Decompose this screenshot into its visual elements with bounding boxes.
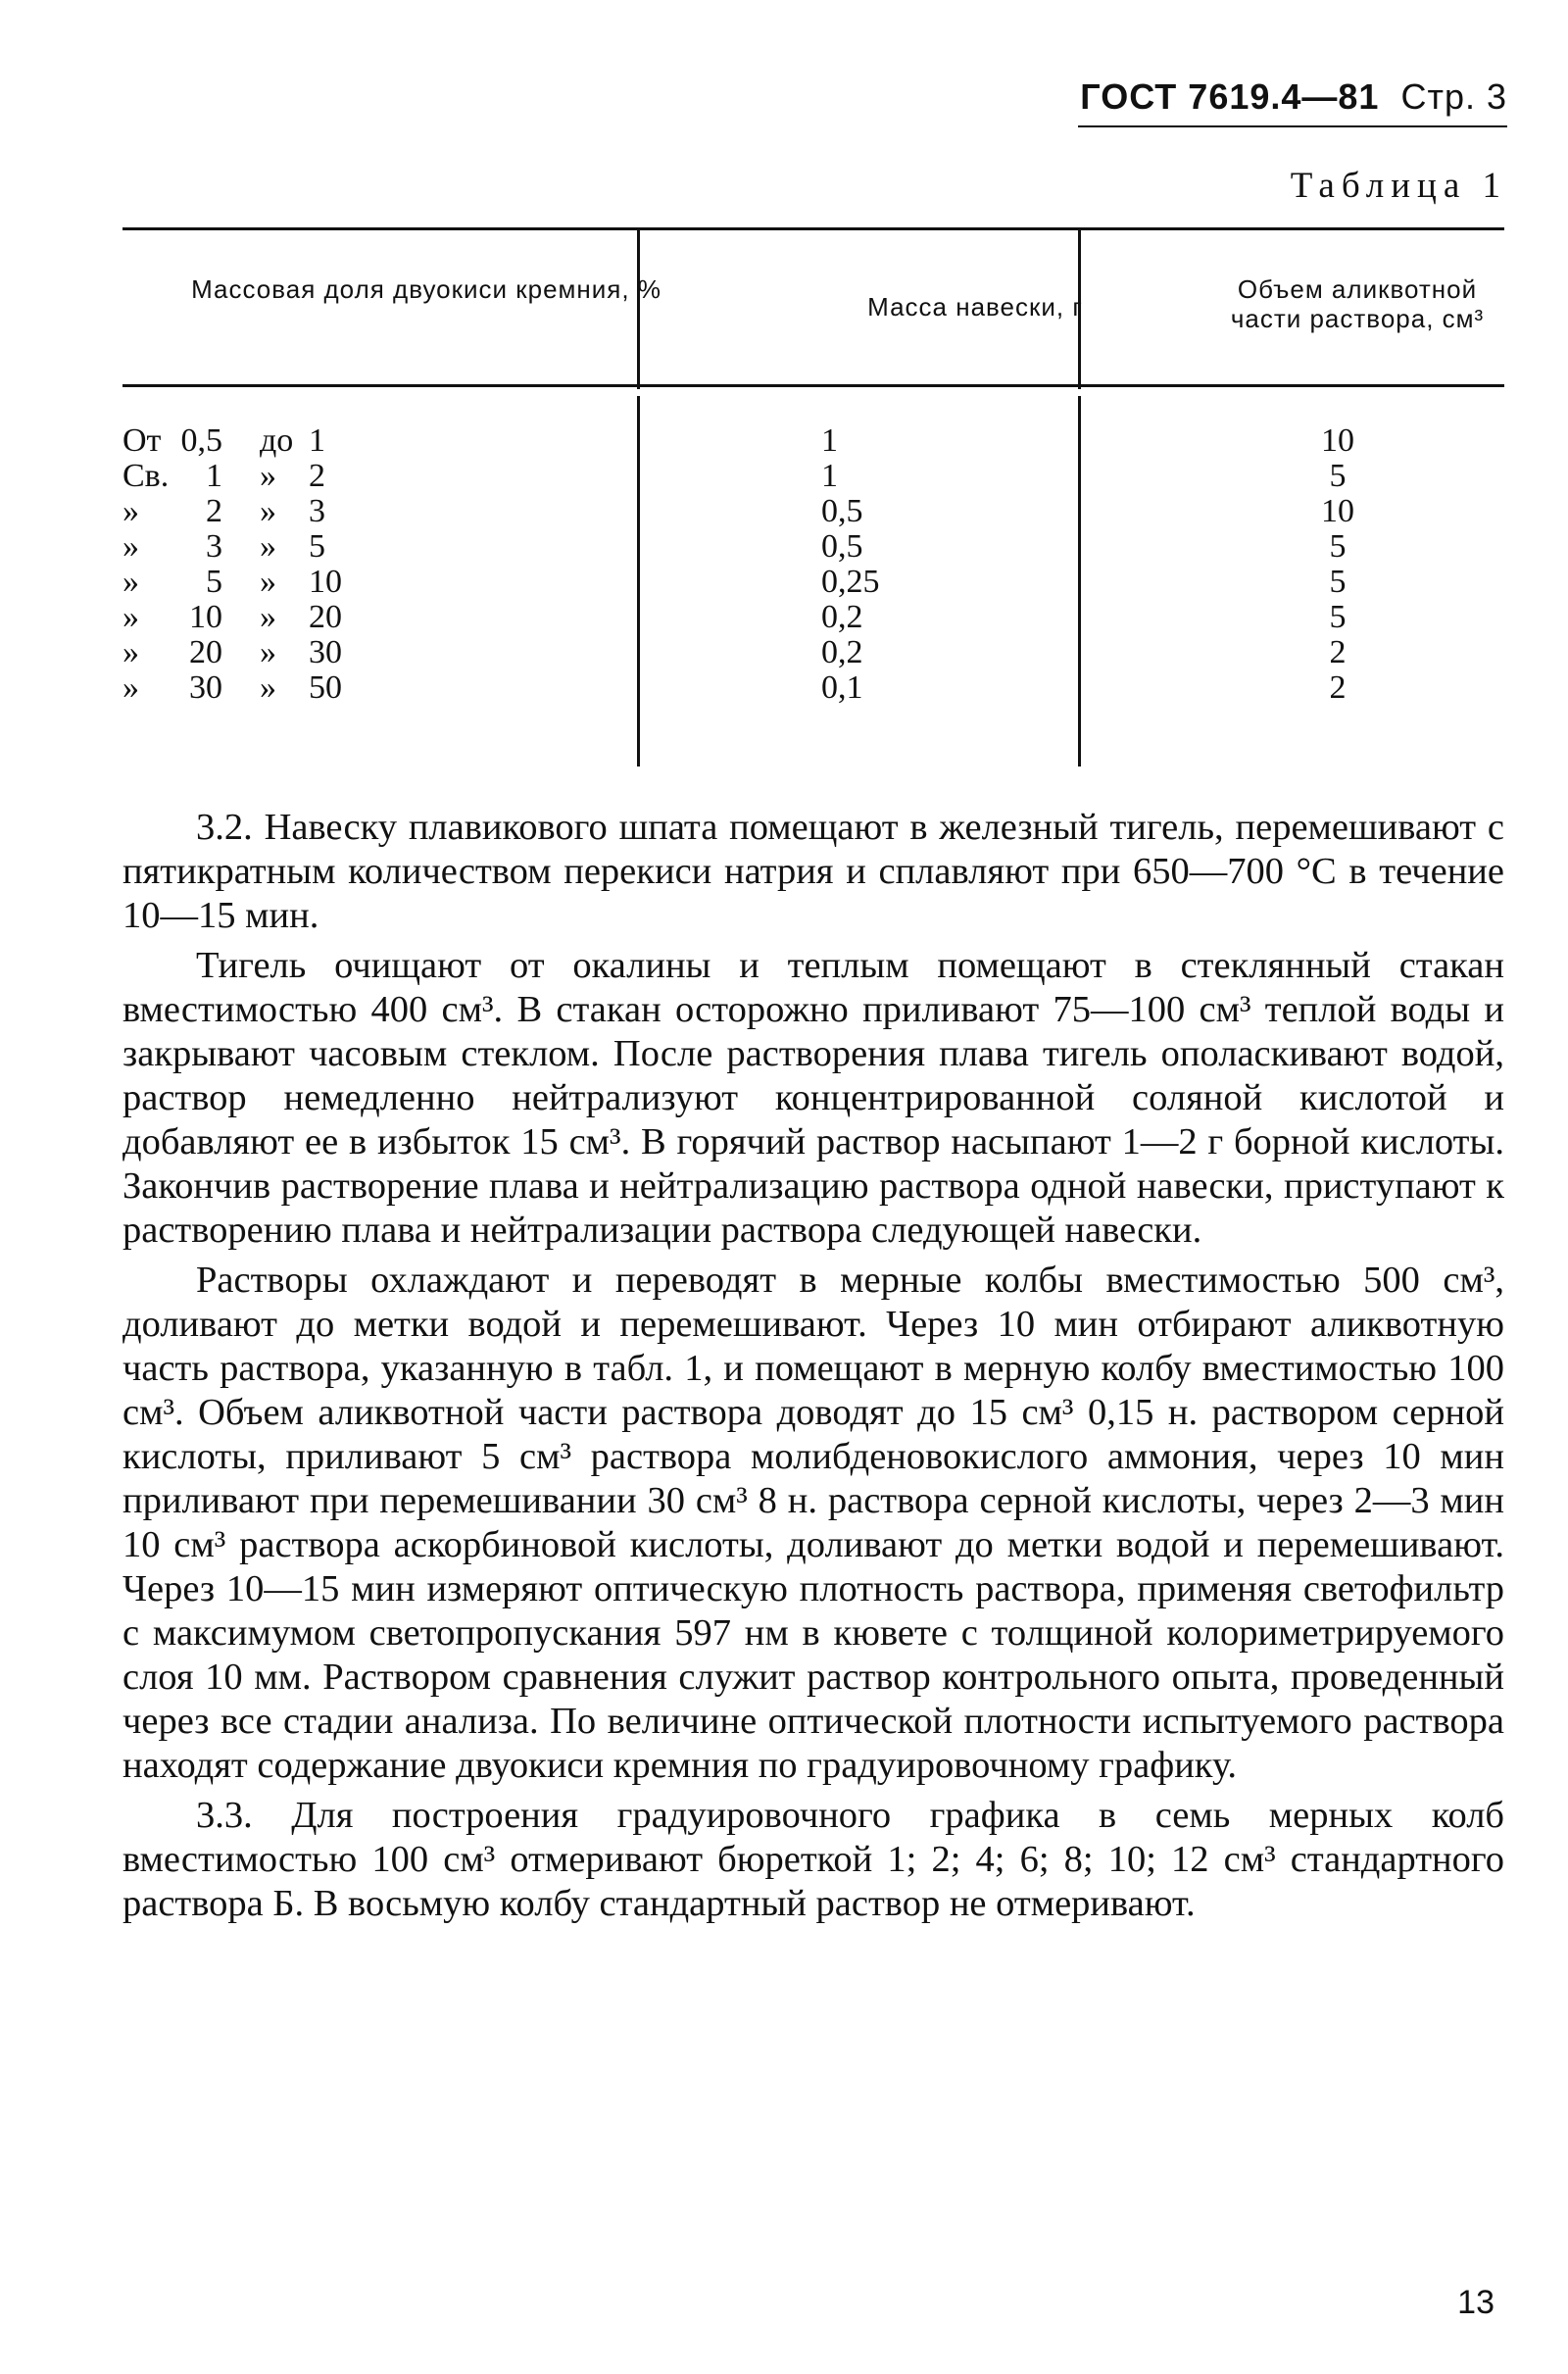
column-divider xyxy=(637,396,640,767)
table-row: » 5 » 10 xyxy=(122,564,342,600)
table-row: Св. 1 » 2 xyxy=(122,458,325,494)
table-cell: 2 xyxy=(1329,669,1347,706)
table-cell: 10 xyxy=(1321,422,1354,459)
table-cell: 5 xyxy=(1329,458,1347,494)
column-header-silica: Массовая доля двуокиси кремния, % xyxy=(191,274,662,304)
table-cell: 0,2 xyxy=(821,599,863,635)
column-header-mass: Масса навески, г xyxy=(867,292,1083,321)
table-label: Таблица 1 xyxy=(1290,166,1507,206)
table-cell: 0,5 xyxy=(821,493,863,529)
table-cell: 5 xyxy=(1329,599,1347,635)
paragraph-3-2: 3.2. Навеску плавикового шпата помещают в железный тигель, перемешивают с пятикратным количеством перекиси натрия и сплавляют при 650—700 °С в течение 10—15 мин. xyxy=(122,807,1504,936)
table-cell: 2 xyxy=(1329,634,1347,670)
table-cell: 0,2 xyxy=(821,634,863,670)
table-row: » 10 » 20 xyxy=(122,599,342,635)
table-cell: 5 xyxy=(1329,528,1347,565)
column-ranges xyxy=(122,423,416,706)
column-aliquot-values xyxy=(1250,423,1426,706)
table-row: » 3 » 5 xyxy=(122,528,325,565)
paragraph: Тигель очищают от окалины и теплым помещают в стеклянный стакан вместимостью 400 см³. В стакан осторожно приливают 75—100 см³ теплой воды и закрывают часовым стеклом. После растворения плава тигель ополаскивают водой, раствор немедленно нейтрализуют концентрированной соляной кислотой и добавляют ее в избыток 15 см³. В горячий раствор насыпают 1—2 г борной кислоты. Закончив растворение плава и нейтрализацию раствора одной навески, приступают к растворению плава и нейтрализации раствора следующей навески. xyxy=(122,945,1504,1251)
table-row: » 30 » 50 xyxy=(122,669,342,706)
page-header xyxy=(1080,76,1507,118)
paragraph-3-3: 3.3. Для построения градуировочного графика в семь мерных колб вместимостью 100 см³ отмеривают бюреткой 1; 2; 4; 6; 8; 10; 12 см³ стандартного раствора Б. В восьмую колбу стандартный раствор не отмеривают. xyxy=(122,1795,1504,1924)
column-divider xyxy=(637,227,640,389)
column-divider xyxy=(1078,396,1081,767)
table-row: От 0,5 до 1 xyxy=(122,422,325,459)
table-cell: 5 xyxy=(1329,564,1347,600)
header-rule xyxy=(1078,125,1507,127)
table-top-rule xyxy=(122,227,1504,230)
table-header-rule xyxy=(122,384,1504,387)
table-cell: 0,5 xyxy=(821,528,863,565)
table-cell: 0,1 xyxy=(821,669,863,706)
column-mass-values xyxy=(821,423,958,706)
table-cell: 10 xyxy=(1321,493,1354,529)
document-code: ГОСТ 7619.4—81 xyxy=(1080,76,1380,117)
table-row: » 2 » 3 xyxy=(122,493,325,529)
page-reference: Стр. 3 xyxy=(1400,76,1507,117)
data-table xyxy=(122,227,1504,767)
table-row: » 20 » 30 xyxy=(122,634,342,670)
paragraph: Растворы охлаждают и переводят в мерные колбы вместимостью 500 см³, доливают до метки водой и перемешивают. Через 10 мин отбирают аликвотную часть раствора, указанную в табл. 1, и помещают в мерную колбу вместимостью 100 см³. Объем аликвотной части раствора доводят до 15 см³ 0,15 н. раствором серной кислоты, приливают 5 см³ раствора молибденовокислого аммония, через 10 мин приливают при перемешивании 30 см³ 8 н. раствора серной кислоты, через 2—3 мин 10 см³ раствора аскорбиновой кислоты, доливают до метки водой и перемешивают. Через 10—15 мин измеряют оптическую плотность раствора, применяя светофильтр с максимумом светопропускания 597 нм в кювете с толщиной колориметрируемого слоя 10 мм. Раствором сравнения служит раствор контрольного опыта, проведенный через все стадии анализа. По величине оптической плотности испытуемого раствора находят содержание двуокиси кремния по градуировочному графику. xyxy=(122,1260,1504,1786)
table-cell: 1 xyxy=(821,458,838,494)
table-cell: 1 xyxy=(821,422,838,459)
table-cell: 0,25 xyxy=(821,564,880,600)
body-text xyxy=(122,806,1504,1932)
column-header-aliquot: Объем аликвотной части раствора, см³ xyxy=(1230,274,1485,333)
page-number: 13 xyxy=(1457,2284,1494,2321)
